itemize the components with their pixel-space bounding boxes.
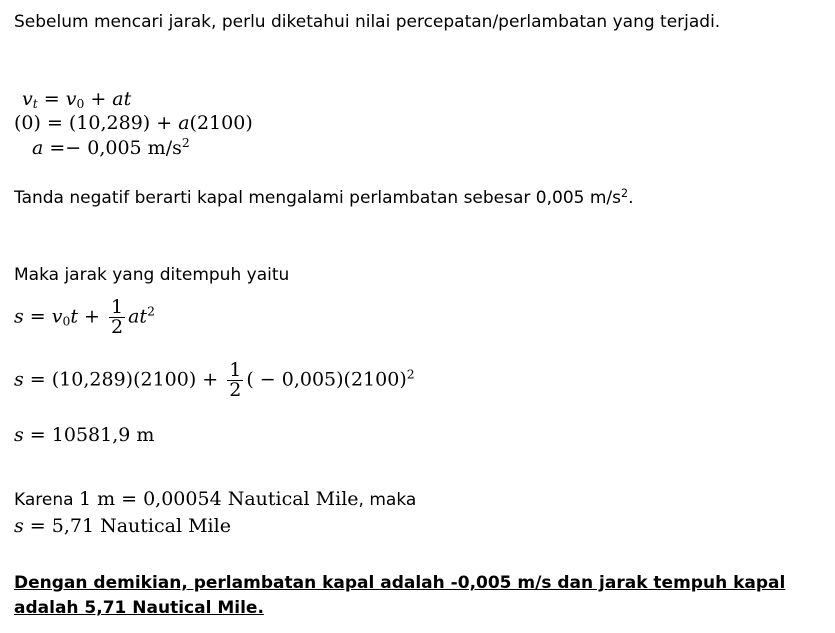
karena-text: Karena <box>14 490 79 510</box>
sub-t: t <box>32 97 38 112</box>
eq3-rest: =− 0,005 m/s <box>43 137 182 159</box>
exp-2: 2 <box>147 304 155 319</box>
var-t: t <box>70 305 78 328</box>
fraction-half <box>109 298 125 337</box>
plus: + <box>78 305 106 328</box>
note-text: Tanda negatif berarti kapal mengalami perlambatan sebesar 0,005 m/s <box>14 188 622 208</box>
denominator: 2 <box>111 316 124 338</box>
var-v: v <box>22 88 33 110</box>
var-v0: v <box>65 88 77 110</box>
sub-0: 0 <box>76 97 85 112</box>
var-a: a <box>112 88 124 110</box>
intro-text: Sebelum mencari jarak, perlu diketahui nilai percepatan/perlambatan yang terjadi. <box>14 12 721 32</box>
equation-distance-substitution <box>14 361 415 400</box>
eq2-left: (0) = (10,289) + <box>14 112 179 134</box>
denominator: 2 <box>229 379 242 401</box>
var-at: at <box>128 305 148 328</box>
equation-velocity <box>22 88 131 110</box>
equation-distance-formula <box>14 298 155 337</box>
var-t: t <box>123 88 132 110</box>
karena-math: 1 m = 0,00054 Nautical Mile <box>78 488 359 510</box>
exp-2: 2 <box>181 136 190 151</box>
eq2-right: (2100) <box>189 112 253 134</box>
numerator: 1 <box>229 359 242 381</box>
var-s: s <box>14 515 24 537</box>
conversion-line <box>14 488 416 510</box>
distance-intro: Maka jarak yang ditempuh yaitu <box>14 265 290 285</box>
var-a: a <box>32 137 44 159</box>
eq7-rest: = 5,71 Nautical Mile <box>23 515 231 537</box>
note-exp: 2 <box>621 186 629 200</box>
eq5-right: ( − 0,005)(2100) <box>246 368 407 391</box>
exp-2: 2 <box>406 367 415 382</box>
var-s: s <box>14 305 24 328</box>
sub-0: 0 <box>62 314 71 329</box>
eq5-left: = (10,289)(2100) + <box>23 368 225 391</box>
karena-suffix: , maka <box>358 490 417 510</box>
var-s: s <box>14 368 24 391</box>
equation-distance-result <box>14 424 154 446</box>
var-s: s <box>14 424 24 446</box>
negative-note <box>14 188 633 208</box>
equation-nautical-result <box>14 515 231 537</box>
equation-acceleration <box>32 137 190 159</box>
numerator: 1 <box>111 296 124 318</box>
note-dot: . <box>628 188 634 208</box>
conclusion-text: Dengan demikian, perlambatan kapal adalah -0,005 m/s dan jarak tempuh kapal adalah 5,71 Nautical Mile. <box>14 573 786 618</box>
equals: = <box>37 88 66 110</box>
plus: + <box>84 88 113 110</box>
var-a: a <box>178 112 190 134</box>
equals: = <box>23 305 52 328</box>
fraction-half <box>227 361 243 400</box>
equation-substitution <box>14 112 253 134</box>
eq6-rest: = 10581,9 m <box>23 424 155 446</box>
var-v: v <box>51 305 63 328</box>
